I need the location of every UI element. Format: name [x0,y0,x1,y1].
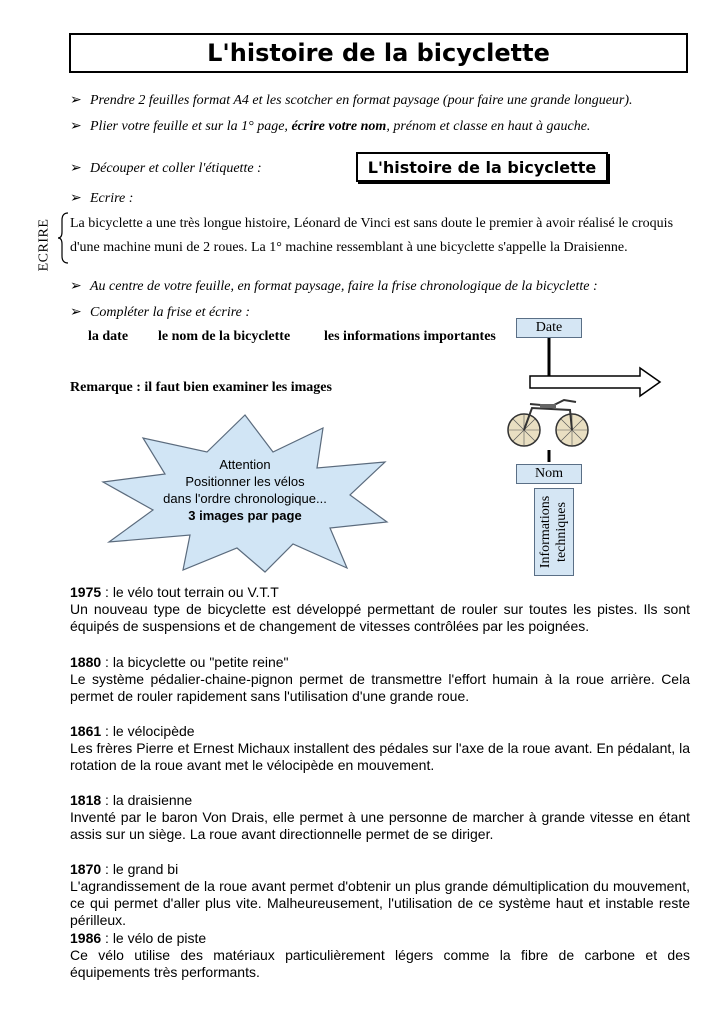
label-box: L'histoire de la bicyclette [356,152,608,182]
info-box: Informations techniques [534,488,574,576]
instruction-item: ➢ Prendre 2 feuilles format A4 et les scotcher en format paysage (pour faire une grande longueur). [70,93,633,108]
entry-1870: 1870 : le grand bi L'agrandissement de la roue avant permet d'obtenir un plus grande démultiplication du mouvement, ce qui permet d'aller plus vite. Malheureusement, l'utilisation de ce système haut et instable reste périlleux. [70,861,690,928]
instruction-item: ➢ Découper et coller l'étiquette : [70,161,262,176]
curly-brace-icon [58,212,70,264]
column-info: les informations importantes [324,329,496,344]
entry-1986: 1986 : le vélo de piste Ce vélo utilise des matériaux particulièrement légers comme la fibre de carbone et des équipements très performants. [70,930,690,980]
column-nom: le nom de la bicyclette [158,329,291,344]
instruction-item: ➢ Au centre de votre feuille, en format paysage, faire la frise chronologique de la bicyclette : [70,279,598,294]
arrow-bullet-icon: ➢ [70,161,82,176]
ecrire-text-line2: d'une machine muni de 2 roues. La 1° machine ressemblant à une bicyclette s'appelle la Draisienne. [70,240,628,255]
arrow-bullet-icon: ➢ [70,191,82,206]
entry-1880: 1880 : la bicyclette ou "petite reine" Le système pédalier-chaine-pignon permet de transmettre l'effort humain à la roue arrière. Cela permet de rouler rapidement sans l'utilisation d'une grande roue. [70,654,690,704]
page-title-box [69,33,688,73]
nom-box: Nom [516,464,582,484]
arrow-bullet-icon: ➢ [70,279,82,294]
arrow-bullet-icon: ➢ [70,93,82,108]
remark: Remarque : il faut bien examiner les images [70,380,332,395]
instruction-item: ➢ Plier votre feuille et sur la 1° page, écrire votre nom, prénom et classe en haut à gauche. [70,119,591,134]
instruction-item: ➢ Ecrire : [70,191,134,206]
entry-1975: 1975 : le vélo tout terrain ou V.T.T Un nouveau type de bicyclette est développé permettant de rouler sur toutes les pistes. Ils sont équipés de suspensions et de changement de vitesses contrôlées par les poignées. [70,584,690,634]
ecrire-text-line1: La bicyclette a une très longue histoire, Léonard de Vinci est sans doute le premier à avoir réalisé le croquis [70,216,674,231]
instruction-item: ➢ Compléter la frise et écrire : [70,305,251,320]
entry-1861: 1861 : le vélocipède Les frères Pierre et Ernest Michaux installent des pédales sur l'axe de la roue avant. En pédalant, la rotation de la roue avant met le vélocipède en mouvement. [70,723,690,773]
draisienne-bicycle-icon [502,392,597,450]
arrow-bullet-icon: ➢ [70,305,82,320]
column-date: la date [88,329,129,344]
ecrire-side-label: ECRIRE [36,218,52,272]
entry-1818: 1818 : la draisienne Inventé par le baron Von Drais, elle permet à une personne de marcher à grande vitesse en étant assis sur un siège. La roue avant directionnelle permet de se diriger. [70,792,690,842]
date-box: Date [516,318,582,338]
arrow-bullet-icon: ➢ [70,119,82,134]
attention-note: Attention Positionner les vélos dans l'ordre chronologique... 3 images par page [163,457,327,523]
page-title: L'histoire de la bicyclette [207,39,550,67]
